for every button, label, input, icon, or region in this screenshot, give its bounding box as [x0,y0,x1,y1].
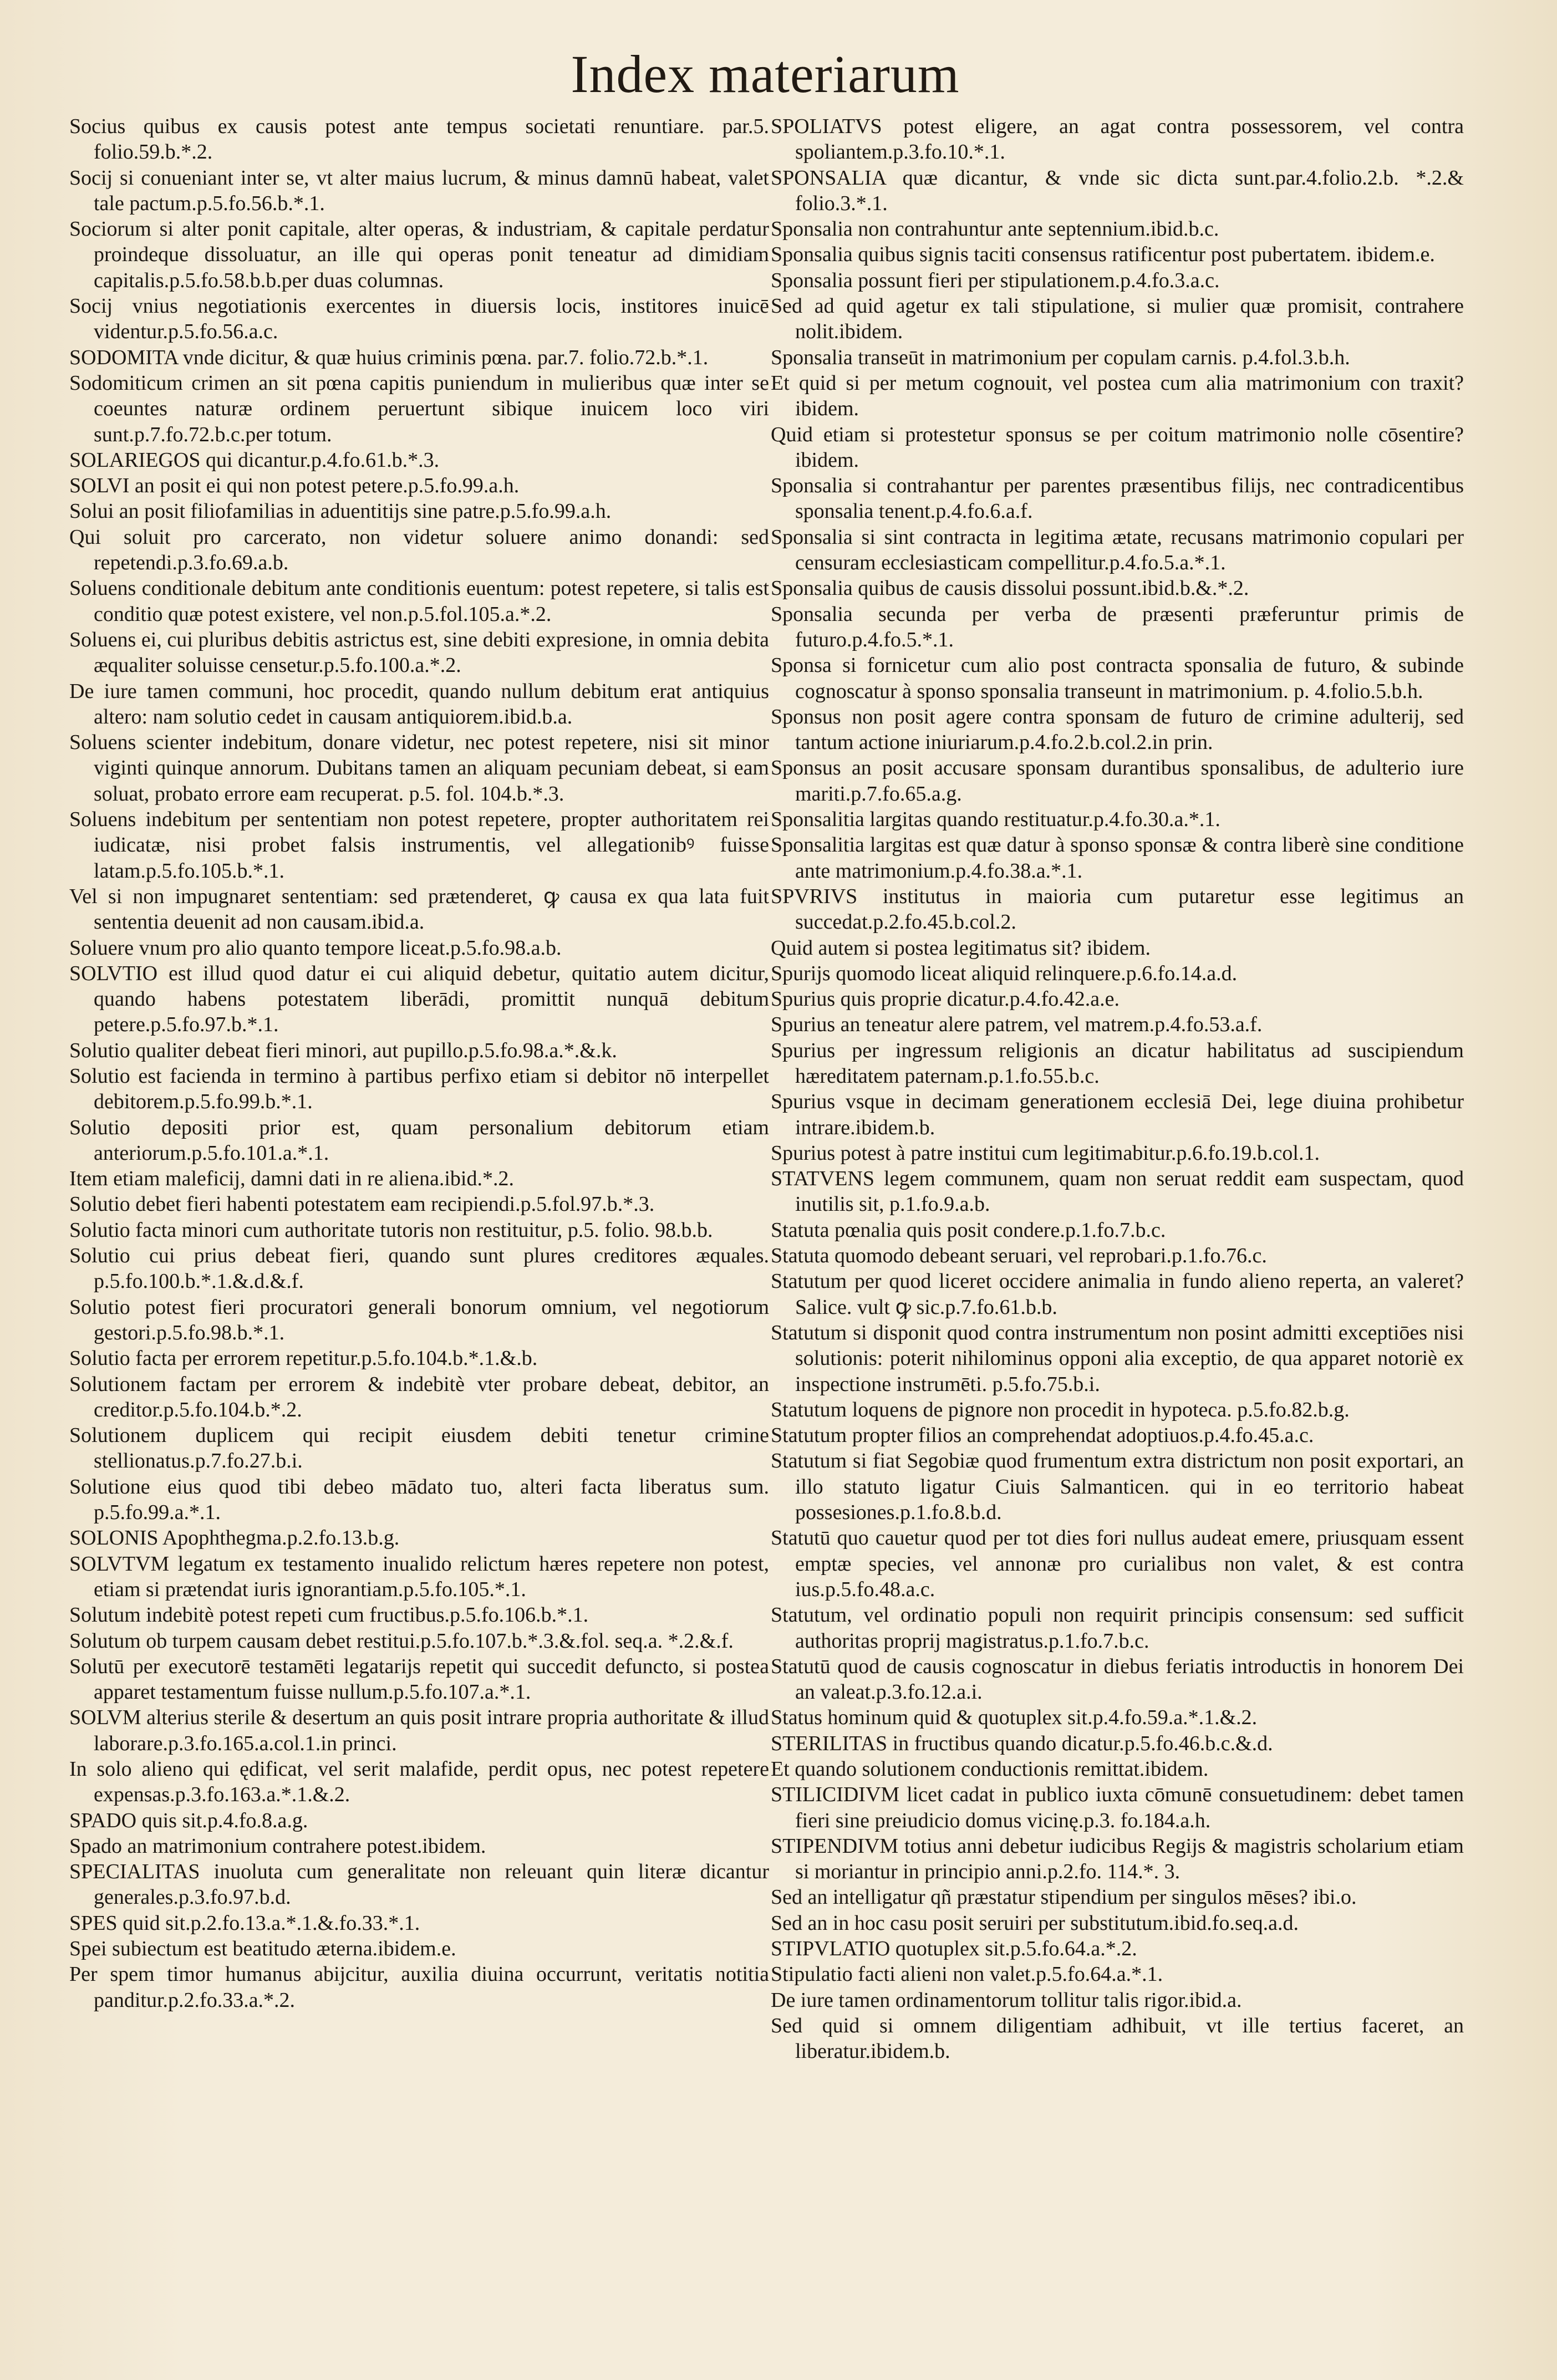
index-entry: Spurijs quomodo liceat aliquid relinquere.p.6.fo.14.a.d. [771,961,1238,985]
index-entry: Statutum si fiat Segobiæ quod frumentum extra districtum non posit exportari, an illo statuto ligatur Ciuis Salmanticen. qui in eo territorio habeat possesiones.p.1.fo.8.b.d. [771,1449,1464,1525]
index-entry: SPONSALIA quæ dicantur, & vnde sic dicta sunt.par.4.folio.2.b. *.2.& folio.3.*.1. [771,166,1464,215]
index-entry: Solutionem factam per errorem & indebitè vter probare debeat, debitor, an creditor.p.5.fo.104.b.*.2. [69,1372,769,1421]
index-entry: Socius quibus ex causis potest ante tempus societati renuntiare. par.5. folio.59.b.*.2. [69,115,769,164]
index-entry: Sponsalia possunt fieri per stipulationem.p.4.fo.3.a.c. [771,268,1220,292]
index-entry: Solutum ob turpem causam debet restitui.p.5.fo.107.b.*.3.&.fol. seq.a. *.2.&.f. [69,1629,734,1653]
index-entry: Sed an in hoc casu posit seruiri per substitutum.ibid.fo.seq.a.d. [771,1911,1299,1935]
index-entry: In solo alieno qui ędificat, vel serit malafide, perdit opus, nec potest repetere expensas.p.3.fo.163.a.*.1.&.2. [69,1757,769,1807]
index-entry: Spado an matrimonium contrahere potest.ibidem. [69,1834,486,1858]
index-entry: Socij vnius negotiationis exercentes in diuersis locis, institores inuicē videntur.p.5.fo.56.a.c. [69,294,769,344]
index-entry: Statutum propter filios an comprehendat adoptiuos.p.4.fo.45.a.c. [771,1424,1314,1448]
index-entry: Solutio facta minori cum authoritate tutoris non restituitur, p.5. folio. 98.b.b. [69,1218,713,1242]
index-entry: Soluens conditionale debitum ante conditionis euentum: potest repetere, si talis est conditio quæ potest existere, vel non.p.5.fol.105.a.*.2. [69,577,769,626]
index-entry: Soluere vnum pro alio quanto tempore liceat.p.5.fo.98.a.b. [69,936,562,960]
index-entry: Statutū quod de causis cognoscatur in diebus feriatis introductis in honorem Dei an valeat.p.3.fo.12.a.i. [771,1654,1464,1704]
index-entry: Solutio est facienda in termino à partibus perfixo etiam si debitor nō interpellet debitorem.p.5.fo.99.b.*.1. [69,1064,769,1114]
index-entry: Solui an posit filiofamilias in aduentitijs sine patre.p.5.fo.99.a.h. [69,500,612,523]
index-entry: Solutio debet fieri habenti potestatem eam recipiendi.p.5.fol.97.b.*.3. [69,1192,655,1216]
index-entry: De iure tamen communi, hoc procedit, quando nullum debitum erat antiquius altero: nam solutio cedet in causam antiquiorem.ibid.b.a. [69,679,769,728]
index-entry: Spurius quis proprie dicatur.p.4.fo.42.a.e. [771,987,1120,1011]
index-entry: Quid etiam si protestetur sponsus se per coitum matrimonio nolle cōsentire? ibidem. [771,422,1464,472]
index-entry: Statuta quomodo debeant seruari, vel reprobari.p.1.fo.76.c. [771,1244,1267,1268]
index-entry: Sponsalia quibus signis taciti consensus ratificentur post pubertatem. ibidem.e. [771,243,1435,267]
index-entry: Spurius an teneatur alere patrem, vel matrem.p.4.fo.53.a.f. [771,1013,1263,1037]
index-entry: Sponsalitia largitas quando restituatur.p.4.fo.30.a.*.1. [771,808,1220,832]
index-entry: Qui soluit pro carcerato, non videtur soluere animo donandi: sed repetendi.p.3.fo.69.a.b. [69,525,769,575]
index-entry: Solutione eius quod tibi debeo mādato tuo, alteri facta liberatus sum. p.5.fo.99.a.*.1. [69,1475,769,1525]
index-entry: Statutū quo cauetur quod per tot dies fori nullus audeat emere, priusquam essent emptæ species, vel annonæ pro curialibus non valet, & est contra ius.p.5.fo.48.a.c. [771,1526,1464,1601]
index-entry: Solutio facta per errorem repetitur.p.5.fo.104.b.*.1.&.b. [69,1347,538,1370]
page-title: Index materiarum [571,44,960,104]
index-entry: Item etiam maleficij, damni dati in re aliena.ibid.*.2. [69,1167,514,1191]
index-column-right [771,114,1464,2065]
index-entry: Sed ad quid agetur ex tali stipulatione, si mulier quæ promisit, contrahere nolit.ibidem. [771,294,1464,344]
index-entry: Sponsus an posit accusare sponsam durantibus sponsalibus, de adulterio iure mariti.p.7.fo.65.a.g. [771,756,1464,806]
index-entry: Sponsalia si sint contracta in legitima ætate, recusans matrimonio copulari per censuram ecclesiasticam compellitur.p.4.fo.5.a.*.1. [771,525,1464,575]
index-entry: Et quando solutionem conductionis remittat.ibidem. [771,1757,1209,1781]
index-entry: SODOMITA vnde dicitur, & quæ huius criminis pœna. par.7. folio.72.b.*.1. [69,345,709,369]
index-entry: Sed quid si omnem diligentiam adhibuit, vt ille tertius faceret, an liberatur.ibidem.b. [771,2014,1464,2063]
index-entry: Spurius potest à patre institui cum legitimabitur.p.6.fo.19.b.col.1. [771,1141,1320,1165]
index-entry: STIPVLATIO quotuplex sit.p.5.fo.64.a.*.2. [771,1937,1137,1961]
index-entry: Soluens ei, cui pluribus debitis astrictus est, sine debiti expresione, in omnia debita æqualiter soluisse censetur.p.5.fo.100.a.*.2. [69,628,769,677]
index-entry: Solutio depositi prior est, quam personalium debitorum etiam anteriorum.p.5.fo.101.a.*.1. [69,1115,769,1165]
index-entry: SOLVI an posit ei qui non potest petere.p.5.fo.99.a.h. [69,474,520,498]
index-entry: Soluens scienter indebitum, donare videtur, nec potest repetere, nisi sit minor viginti quinque annorum. Dubitans tamen an aliquam pecuniam debeat, si eam soluat, probato errore eam recuperat. p.5. fol. 104.b.*.3. [69,731,769,806]
index-entry: STIPENDIVM totius anni debetur iudicibus Regijs & magistris scholarium etiam si moriantur in principio anni.p.2.fo. 114.*. 3. [771,1834,1464,1884]
index-entry: SPOLIATVS potest eligere, an agat contra possessorem, vel contra spoliantem.p.3.fo.10.*.1. [771,115,1464,164]
index-entry: Status hominum quid & quotuplex sit.p.4.fo.59.a.*.1.&.2. [771,1706,1258,1730]
index-entry: Per spem timor humanus abijcitur, auxilia diuina occurrunt, veritatis notitia panditur.p.2.fo.33.a.*.2. [69,1963,769,2012]
index-entry: SOLARIEGOS qui dicantur.p.4.fo.61.b.*.3. [69,448,440,472]
index-entry: Sponsalia non contrahuntur ante septennium.ibid.b.c. [771,217,1219,241]
index-entry: Sponsalitia largitas est quæ datur à sponso sponsæ & contra liberè sine conditione ante matrimonium.p.4.fo.38.a.*.1. [771,833,1464,883]
index-entry: Statutum si disponit quod contra instrumentum non posint admitti exceptiōes nisi solutionis: poterit nihilominus opponi alia exceptio, de qua apparet notoriè ex inspectione instrumēti. p.5.fo.75.b.i. [771,1321,1464,1396]
index-column-left [69,114,769,2013]
index-entry: SPES quid sit.p.2.fo.13.a.*.1.&.fo.33.*.1. [69,1911,420,1935]
index-entry: SPVRIVS institutus in maioria cum putaretur esse legitimus an succedat.p.2.fo.45.b.col.2. [771,884,1464,934]
index-entry: STERILITAS in fructibus quando dicatur.p.5.fo.46.b.c.&.d. [771,1731,1273,1755]
index-entry: Statutum, vel ordinatio populi non requirit principis consensum: sed sufficit authoritas proprij magistratus.p.1.fo.7.b.c. [771,1603,1464,1653]
index-entry: Stipulatio facti alieni non valet.p.5.fo.64.a.*.1. [771,1963,1163,1986]
index-entry: Quid autem si postea legitimatus sit? ibidem. [771,936,1151,960]
index-entry: Solutū per executorē testamēti legatarijs repetit qui succedit defuncto, si postea apparet testamentum fuisse nullum.p.5.fo.107.a.*.1. [69,1654,769,1704]
index-entry: SOLONIS Apophthegma.p.2.fo.13.b.g. [69,1526,400,1550]
index-entry: STATVENS legem communem, quam non seruat reddit eam suspectam, quod inutilis sit, p.1.fo.9.a.b. [771,1167,1464,1216]
index-entry: Statutum loquens de pignore non procedit in hypoteca. p.5.fo.82.b.g. [771,1398,1350,1421]
index-entry: SOLVTVM legatum ex testamento inualido relictum hæres repetere non potest, etiam si prætendat iuris ignorantiam.p.5.fo.105.*.1. [69,1552,769,1601]
index-entry: Solutio potest fieri procuratori generali bonorum omnium, vel negotiorum gestori.p.5.fo.98.b.*.1. [69,1295,769,1344]
index-entry: Statuta pœnalia quis posit condere.p.1.fo.7.b.c. [771,1218,1166,1242]
index-entry: SPECIALITAS inuoluta cum generalitate non releuant quin literæ dicantur generales.p.3.fo.97.b.d. [69,1860,769,1909]
index-entry: Statutum per quod liceret occidere animalia in fundo alieno reperta, an valeret? Salice. vult ꝙ sic.p.7.fo.61.b.b. [771,1270,1464,1319]
index-entry: Spurius vsque in decimam generationem ecclesiā Dei, lege diuina prohibetur intrare.ibidem.b. [771,1090,1464,1139]
index-entry: Sodomiticum crimen an sit pœna capitis puniendum in mulieribus quæ inter se coeuntes naturæ ordinem peruertunt sibique inuicem loco viri sunt.p.7.fo.72.b.c.per totum. [69,371,769,446]
index-entry: Sociorum si alter ponit capitale, alter operas, & industriam, & capitale perdatur proindeque dissoluatur, an ille qui operas ponit teneatur ad dimidiam capitalis.p.5.fo.58.b.b.per duas columnas. [69,217,769,292]
index-entry: Vel si non impugnaret sententiam: sed prætenderet, ꝙ causa ex qua lata fuit sententia deuenit ad non causam.ibid.a. [69,884,769,934]
index-entry: Sponsa si fornicetur cum alio post contracta sponsalia de futuro, & subinde cognoscatur à sponso sponsalia transeunt in matrimonium. p. 4.folio.5.b.h. [771,654,1464,703]
index-entry: Spurius per ingressum religionis an dicatur habilitatus ad suscipiendum hæreditatem paternam.p.1.fo.55.b.c. [771,1038,1464,1088]
index-entry: Sponsalia transeūt in matrimonium per copulam carnis. p.4.fol.3.b.h. [771,345,1350,369]
index-entry: SOLVTIO est illud quod datur ei cui aliquid debetur, quitatio autem dicitur, quando habens potestatem liberādi, promittit nunquā debitum petere.p.5.fo.97.b.*.1. [69,961,769,1037]
index-entry: Sponsus non posit agere contra sponsam de futuro de crimine adulterij, sed tantum actione iniuriarum.p.4.fo.2.b.col.2.in prin. [771,705,1464,755]
index-entry: SOLVM alterius sterile & desertum an quis posit intrare propria authoritate & illud laborare.p.3.fo.165.a.col.1.in princi. [69,1706,769,1755]
index-entry: Sponsalia si contrahantur per parentes præsentibus filijs, nec contradicentibus sponsalia tenent.p.4.fo.6.a.f. [771,474,1464,523]
index-entry: Sed an intelligatur qñ præstatur stipendium per singulos mēses? ibi.o. [771,1885,1357,1909]
index-entry: Spei subiectum est beatitudo æterna.ibidem.e. [69,1937,456,1961]
index-entry: STILICIDIVM licet cadat in publico iuxta cōmunē consuetudinem: debet tamen fieri sine preiudicio domus vicinę.p.3. fo.184.a.h. [771,1783,1464,1832]
index-entry: Solutio cui prius debeat fieri, quando sunt plures creditores æquales. p.5.fo.100.b.*.1.&.d.&.f. [69,1244,769,1293]
index-entry: Sponsalia secunda per verba de præsenti præferuntur primis de futuro.p.4.fo.5.*.1. [771,602,1464,651]
index-entry: Solutionem duplicem qui recipit eiusdem debiti tenetur crimine stellionatus.p.7.fo.27.b.i. [69,1424,769,1473]
index-entry: Soluens indebitum per sententiam non potest repetere, propter authoritatem rei iudicatæ, nisi probet falsis instrumentis, vel allegationibꝰ fuisse latam.p.5.fo.105.b.*.1. [69,808,769,883]
index-entry: Socij si conueniant inter se, vt alter maius lucrum, & minus damnū habeat, valet tale pactum.p.5.fo.56.b.*.1. [69,166,769,215]
index-entry: De iure tamen ordinamentorum tollitur talis rigor.ibid.a. [771,1988,1242,2012]
index-entry: SPADO quis sit.p.4.fo.8.a.g. [69,1808,308,1832]
index-entry: Solutum indebitè potest repeti cum fructibus.p.5.fo.106.b.*.1. [69,1603,589,1627]
index-entry: Sponsalia quibus de causis dissolui possunt.ibid.b.&.*.2. [771,577,1249,600]
index-entry: Et quid si per metum cognouit, vel postea cum alia matrimonium con traxit? ibidem. [771,371,1464,421]
index-entry: Solutio qualiter debeat fieri minori, aut pupillo.p.5.fo.98.a.*.&.k. [69,1038,617,1062]
